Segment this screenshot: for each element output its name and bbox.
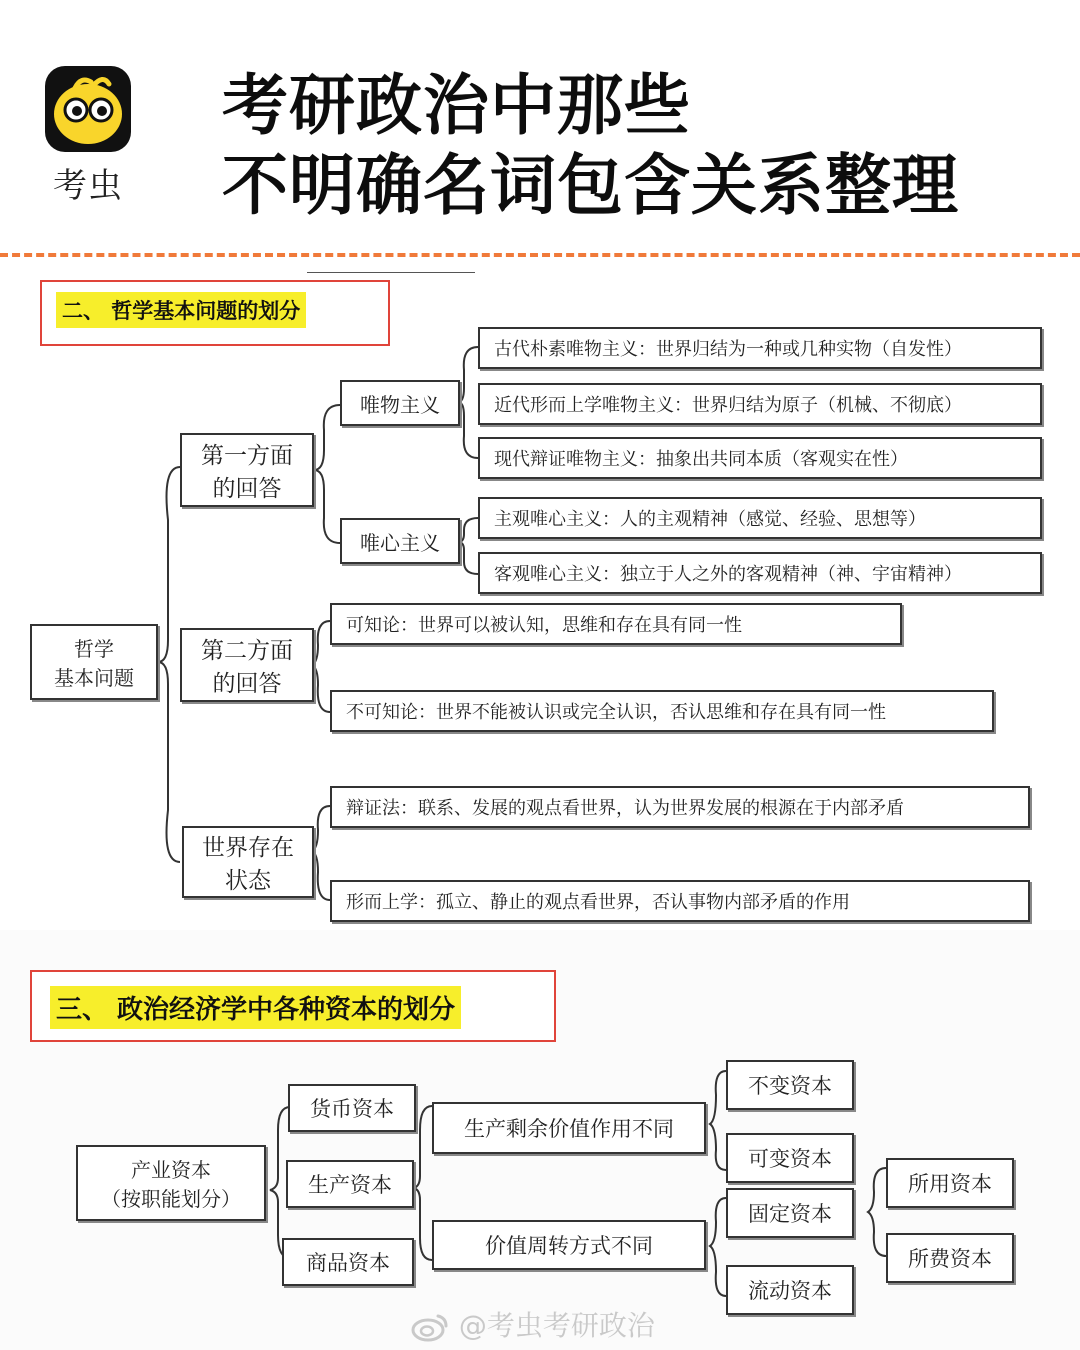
node-circulating-capital: 流动资本 [726,1265,854,1315]
weibo-icon [410,1312,450,1342]
bracket-s3-surplus [710,1071,726,1170]
node-agnosticism-opposite: 可知论：世界可以被认知，思维和存在具有同一性 [330,603,902,645]
node-commodity-capital: 商品资本 [282,1238,414,1286]
logo-text: 考虫 [53,166,123,206]
aspect3-line2: 状态 [225,868,271,894]
bracket-materialism [458,347,478,458]
root-line2: 基本问题 [54,666,134,690]
aspect2-line1: 第二方面 [201,638,293,664]
bracket-s3-turnover [710,1198,726,1296]
node-objective-idealism: 客观唯心主义：独立于人之外的客观精神（神、宇宙精神） [478,552,1042,594]
node-aspect1 [180,433,314,507]
node-metaphysics: 形而上学：孤立、静止的观点看世界，否认事物内部矛盾的作用 [330,880,1030,922]
bracket-idealism [458,518,478,574]
node-idealism: 唯心主义 [340,518,460,564]
node-constant-capital: 不变资本 [726,1060,854,1110]
bracket-s3-forms [414,1106,432,1260]
node-fixed-capital: 固定资本 [726,1188,854,1238]
node-materialism: 唯物主义 [340,380,460,426]
section2-heading: 二、 哲学基本问题的划分 [56,292,306,328]
node-consumed-capital: 所费资本 [886,1233,1014,1283]
section3-heading: 三、 政治经济学中各种资本的划分 [50,986,461,1029]
bracket-aspect3 [312,806,330,900]
aspect2-line2: 的回答 [212,671,282,697]
section3-heading-frame [30,970,556,1042]
node-variable-capital: 可变资本 [726,1133,854,1183]
node-turnover-criterion: 价值周转方式不同 [432,1220,706,1270]
aspect1-line1: 第一方面 [201,443,293,469]
node-industrial-capital [76,1145,266,1221]
watermark [410,1304,655,1344]
node-ancient-materialism: 古代朴素唯物主义：世界归结为一种或几种实物（自发性） [478,327,1042,369]
industrial-capital-line2: （按职能划分） [101,1187,241,1211]
bracket-aspect2 [312,621,330,712]
industrial-capital-line1: 产业资本 [131,1158,211,1182]
page-title-line1: 考研政治中那些 [222,67,691,144]
watermark-text: @考虫考研政治 [458,1309,655,1342]
node-modern-metaphysical-materialism: 近代形而上学唯物主义：世界归结为原子（机械、不彻底） [478,383,1042,425]
root-line1: 哲学 [74,637,114,661]
bracket-aspect1 [314,405,340,543]
node-aspect2 [180,628,314,702]
bracket-s3-fixed [868,1168,886,1256]
node-subjective-idealism: 主观唯心主义：人的主观精神（感觉、经验、思想等） [478,497,1042,539]
node-used-capital: 所用资本 [886,1158,1014,1208]
page-title-line2: 不明确名词包含关系整理 [222,147,959,224]
bracket-root [158,467,180,862]
node-philosophy-root [30,624,158,700]
node-dialectical-materialism: 现代辩证唯物主义：抽象出共同本质（客观实在性） [478,437,1042,479]
aspect1-line2: 的回答 [212,476,282,502]
node-aspect3 [182,826,314,898]
node-surplus-criterion: 生产剩余价值作用不同 [432,1102,706,1154]
aspect3-line1: 世界存在 [202,835,294,861]
node-agnosticism: 不可知论：世界不能被认识或完全认识，否认思维和存在具有同一性 [330,690,994,732]
node-money-capital: 货币资本 [288,1084,416,1132]
node-productive-capital: 生产资本 [286,1160,414,1208]
node-dialectics: 辩证法：联系、发展的观点看世界，认为世界发展的根源在于内部矛盾 [330,786,1030,828]
